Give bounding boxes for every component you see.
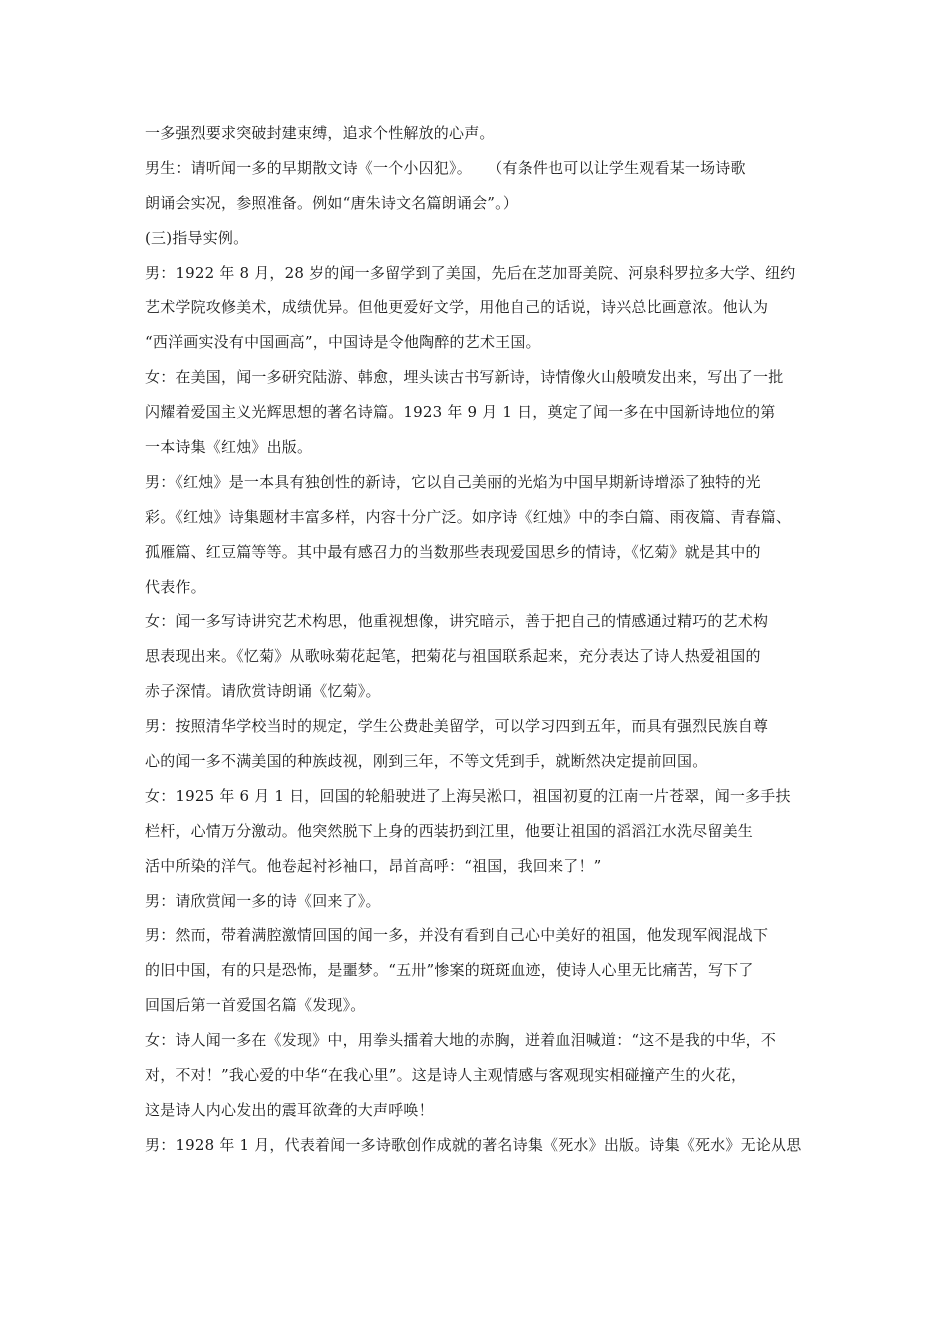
text-line-19: 心的闻一多不满美国的种族歧视，刚到三年，不等文凭到手，就断然决定提前回国。 <box>145 752 708 771</box>
document-page <box>145 124 811 1171</box>
text-line-30: 男：1928 年 1 月，代表着闻一多诗歌创作成就的著名诗集《死水》出版。诗集《死水》无论从思 <box>145 1135 802 1154</box>
text-line-27: 女：诗人闻一多在《发现》中，用拳头擂着大地的赤胸，迸着血泪喊道：“这不是我的中华，不 <box>145 1031 777 1050</box>
text-line-10: 一本诗集《红烛》出版。 <box>145 438 313 457</box>
text-line-6: 艺术学院攻修美术，成绩优异。但他更爱好文学，用他自己的话说，诗兴总比画意浓。他认为 <box>145 298 769 317</box>
text-line-29: 这是诗人内心发出的震耳欲聋的大声呼唤！ <box>145 1100 434 1119</box>
text-line-23: 男：请欣赏闻一多的诗《回来了》。 <box>145 891 381 910</box>
text-line-20: 女：1925 年 6 月 1 日，回国的轮船驶进了上海吴淞口，祖国初夏的江南一片苍翠，闻一多手扶 <box>145 786 791 805</box>
text-line-9: 闪耀着爱国主义光辉思想的著名诗篇。1923 年 9 月 1 日，奠定了闻一多在中国新诗地位的第 <box>145 403 776 422</box>
text-line-28: 对，不对！”我心爱的中华“在我心里”。这是诗人主观情感与客观现实相碰撞产生的火花， <box>145 1066 747 1085</box>
text-line-26: 回国后第一首爱国名篇《发现》。 <box>145 996 366 1015</box>
text-line-16: 思表现出来。《忆菊》从歌咏菊花起笔，把菊花与祖国联系起来，充分表达了诗人热爱祖国的 <box>145 647 761 666</box>
text-line-7: “西洋画实没有中国画高”，中国诗是令他陶醉的艺术王国。 <box>145 333 541 352</box>
text-line-17: 赤子深情。请欣赏诗朗诵《忆菊》。 <box>145 682 381 701</box>
text-line-24: 男：然而，带着满腔激情回国的闻一多，并没有看到自己心中美好的祖国，他发现军阀混战下 <box>145 926 769 945</box>
text-line-3: 朗诵会实况，参照准备。例如“唐朱诗文名篇朗诵会”。） <box>145 193 519 212</box>
text-line-5: 男：1922 年 8 月，28 岁的闻一多留学到了美国，先后在芝加哥美院、河泉科罗拉多大学、纽约 <box>145 263 796 282</box>
section-heading: (三)指导实例。 <box>145 228 249 247</box>
text-line-11: 男：《红烛》是一本具有独创性的新诗，它以自己美丽的光焰为中国早期新诗增添了独特的光 <box>145 472 761 491</box>
text-line-12: 彩。《红烛》诗集题材丰富多样，内容十分广泛。如序诗《红烛》中的李白篇、雨夜篇、青春篇、 <box>145 507 792 526</box>
text-line-2: 男生：请听闻一多的早期散文诗《一个小囚犯》。 （有条件也可以让学生观看某一场诗歌 <box>145 158 746 177</box>
text-line-8: 女：在美国，闻一多研究陆游、韩愈，埋头读古书写新诗，诗情像火山般喷发出来，写出了一批 <box>145 368 784 387</box>
text-line-13: 孤雁篇、红豆篇等等。其中最有感召力的当数那些表现爱国思乡的情诗，《忆菊》就是其中的 <box>145 542 761 561</box>
text-line-18: 男：按照清华学校当时的规定，学生公费赴美留学，可以学习四到五年，而具有强烈民族自尊 <box>145 717 769 736</box>
text-line-1: 一多强烈要求突破封建束缚，追求个性解放的心声。 <box>145 124 495 142</box>
text-line-15: 女：闻一多写诗讲究艺术构思，他重视想像，讲究暗示，善于把自己的情感通过精巧的艺术构 <box>145 612 769 631</box>
text-line-25: 的旧中国，有的只是恐怖，是噩梦。“五卅”惨案的斑斑血迹，使诗人心里无比痛苦，写下了 <box>145 961 754 980</box>
text-line-22: 活中所染的洋气。他卷起衬衫袖口，昂首高呼：“祖国，我回来了！” <box>145 856 602 875</box>
text-line-21: 栏杆，心情万分激动。他突然脱下上身的西装扔到江里，他要让祖国的滔滔江水洗尽留美生 <box>145 821 754 840</box>
text-line-14: 代表作。 <box>145 577 206 596</box>
